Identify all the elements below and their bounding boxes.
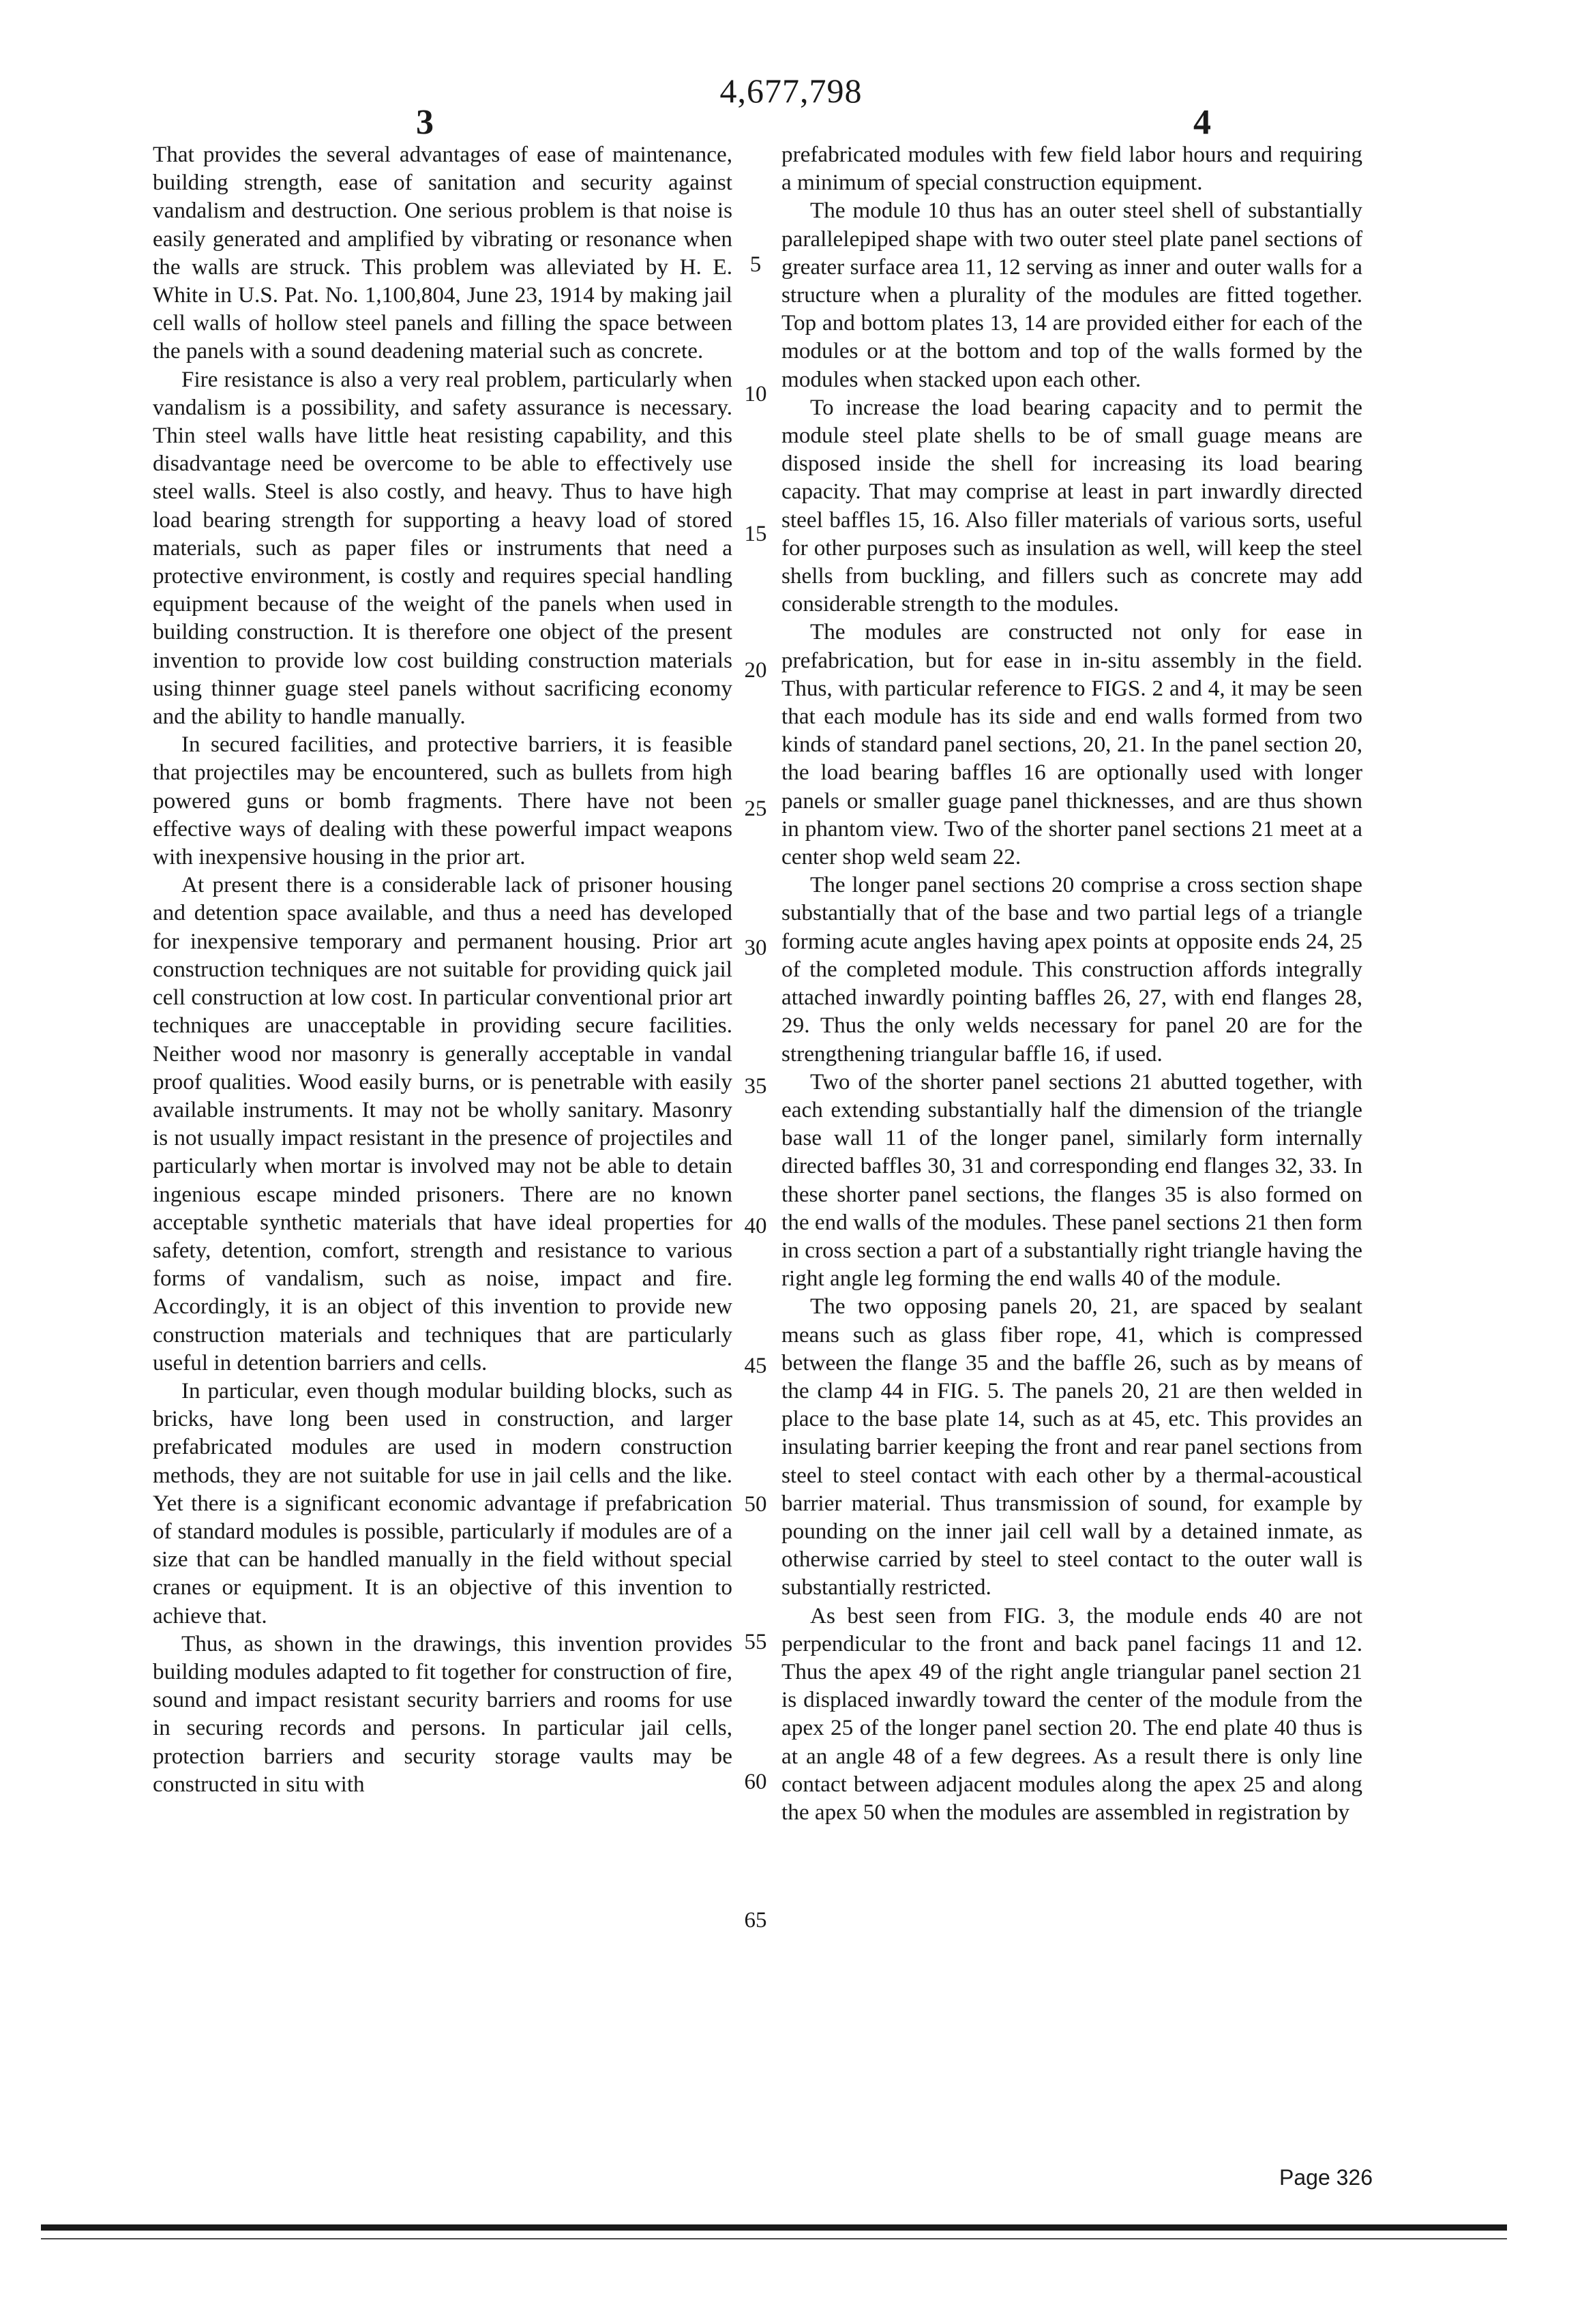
line-number: 10 xyxy=(744,382,767,406)
patent-number: 4,677,798 xyxy=(719,72,863,110)
footer-rule-thin xyxy=(41,2238,1507,2239)
paragraph: That provides the several advantages of ease of maintenance, building strength, ease of sanitation and security against vandalism and destruction. One serious problem is that noise is easily generated and amplified by vibrating or resonance when the walls are struck. This problem was alleviated by H. E. White in U.S. Pat. No. 1,100,804, June 23, 1914 by making jail cell walls of hollow steel panels and filling the space between the panels with a sound deadening material such as concrete. xyxy=(153,142,732,364)
right-column xyxy=(781,140,1362,1826)
left-column xyxy=(153,140,732,1798)
line-number: 15 xyxy=(744,522,767,546)
line-number: 45 xyxy=(744,1354,767,1378)
paragraph: Two of the shorter panel sections 21 abutted together, with each extending substantially half the dimension of the triangle base wall 11 of the longer panel, similarly form internally directed baffles 30, 31 and corresponding end flanges 32, 33. In these shorter panel sections, the flanges 35 is also formed on the end walls of the modules. These panel sections 21 then form in cross section a part of a substantially right triangle having the right angle leg forming the end walls 40 of the module. xyxy=(781,1069,1362,1292)
line-number: 25 xyxy=(744,796,767,821)
paragraph: To increase the load bearing capacity and to permit the module steel plate shells to be of small guage means are disposed inside the shell for increasing its load bearing capacity. That may comprise at least in part inwardly directed steel baffles 15, 16. Also filler materials of various sorts, useful for other purposes such as insulation as well, will keep the steel shells from buckling, and fillers such as concrete may add considerable strength to the modules. xyxy=(781,394,1362,617)
line-number: 35 xyxy=(744,1074,767,1099)
line-number: 55 xyxy=(744,1630,767,1654)
paragraph: Fire resistance is also a very real problem, particularly when vandalism is a possibility, and safety assurance is necessary. Thin steel walls have little heat resisting capability, and this disadvantage need be overcome to be able to effectively use steel walls. Steel is also costly, and heavy. Thus to have high load bearing strength for supporting a heavy load of stored materials, such as paper files or instruments that need a protective environment, is costly and requires special handling equipment because of the weight of the panels when used in building construction. It is therefore one object of the present invention to provide low cost building construction materials using thinner guage steel panels without sacrificing economy and the ability to handle manually. xyxy=(153,366,732,730)
paragraph: In secured facilities, and protective barriers, it is feasible that projectiles may be encountered, such as bullets from high powered guns or bomb fragments. There have not been effective ways of dealing with these powerful impact weapons with inexpensive housing in the prior art. xyxy=(153,732,732,870)
paragraph: prefabricated modules with few field labor hours and requiring a minimum of special construction equipment. xyxy=(781,142,1362,196)
column-number-right: 4 xyxy=(1193,103,1211,142)
paragraph: As best seen from FIG. 3, the module ends 40 are not perpendicular to the front and back panel facings 11 and 12. Thus the apex 49 of the right angle triangular panel section 21 is displaced inwardly toward the center of the module from the apex 25 of the longer panel section 20. The end plate 40 thus is at an angle 48 of a few degrees. As a result there is only line contact between adjacent modules along the apex 25 and along the apex 50 when the modules are assembled in registration by xyxy=(781,1603,1362,1825)
paragraph: In particular, even though modular building blocks, such as bricks, have long been used in construction, and larger prefabricated modules are used in modern construction methods, they are not suitable for use in jail cells and the like. Yet there is a significant economic advantage if prefabrication of standard modules is possible, particularly if modules are of a size that can be handled manually in the field without special cranes or equipment. It is an objective of this invention to achieve that. xyxy=(153,1377,732,1628)
paragraph: Thus, as shown in the drawings, this invention provides building modules adapted to fit together for construction of fire, sound and impact resistant security barriers and rooms for use in securing records and persons. In particular jail cells, protection barriers and security storage vaults may be constructed in situ with xyxy=(153,1630,732,1797)
line-number: 20 xyxy=(744,658,767,683)
paragraph: The module 10 thus has an outer steel shell of substantially parallelepiped shape with two outer steel plate panel sections of greater surface area 11, 12 serving as inner and outer walls for a structure when a plurality of the modules are fitted together. Top and bottom plates 13, 14 are provided either for each of the modules or at the bottom and top of the walls formed by the modules when stacked upon each other. xyxy=(781,198,1362,392)
page-label: Page 326 xyxy=(1279,2165,1373,2190)
paragraph: The longer panel sections 20 comprise a cross section shape substantially that of the base and two partial legs of a triangle forming acute angles having apex points at opposite ends 24, 25 of the completed module. This construction affords integrally attached inwardly pointing baffles 26, 27, with end flanges 28, 29. Thus the only welds necessary for panel 20 are for the strengthening triangular baffle 16, if used. xyxy=(781,872,1362,1067)
line-number: 50 xyxy=(744,1492,767,1517)
line-number: 5 xyxy=(749,252,762,277)
line-number: 30 xyxy=(744,936,767,960)
line-number: 60 xyxy=(744,1770,767,1794)
line-number: 65 xyxy=(744,1908,767,1933)
line-number: 40 xyxy=(744,1214,767,1238)
footer-rule-thick xyxy=(41,2224,1507,2231)
column-number-left: 3 xyxy=(416,103,434,142)
paragraph: The modules are constructed not only for ease in prefabrication, but for ease in in-situ assembly in the field. Thus, with particular reference to FIGS. 2 and 4, it may be seen that each module has its side and end walls formed from two kinds of standard panel sections, 20, 21. In the panel section 20, the load bearing baffles 16 are optionally used with longer panels or smaller guage panel thicknesses, and are thus shown in phantom view. Two of the shorter panel sections 21 meet at a center shop weld seam 22. xyxy=(781,619,1362,870)
paragraph: The two opposing panels 20, 21, are spaced by sealant means such as glass fiber rope, 41, which is compressed between the flange 35 and the baffle 26, such as by means of the clamp 44 in FIG. 5. The panels 20, 21 are then welded in place to the base plate 14, such as at 45, etc. This provides an insulating barrier keeping the front and rear panel sections from steel to steel contact with each other by a thermal-acoustical barrier material. Thus transmission of sound, for example by pounding on the inner jail cell wall by a detained inmate, as otherwise carried by steel to steel contact to the outer wall is substantially restricted. xyxy=(781,1294,1362,1600)
paragraph: At present there is a considerable lack of prisoner housing and detention space available, and thus a need has developed for inexpensive temporary and permanent housing. Prior art construction techniques are not suitable for providing quick jail cell construction at low cost. In particular conventional prior art techniques are unacceptable in providing secure facilities. Neither wood nor masonry is generally acceptable in vandal proof qualities. Wood easily burns, or is penetrable with easily available instruments. It may not be wholly sanitary. Masonry is not usually impact resistant in the presence of projectiles and particularly when mortar is involved may not be able to detain ingenious escape minded prisoners. There are no known acceptable synthetic materials that have ideal properties for safety, detention, comfort, strength and resistance to various forms of vandalism, such as noise, impact and fire. Accordingly, it is an object of this invention to provide new construction materials and techniques that are particularly useful in detention barriers and cells. xyxy=(153,872,732,1375)
